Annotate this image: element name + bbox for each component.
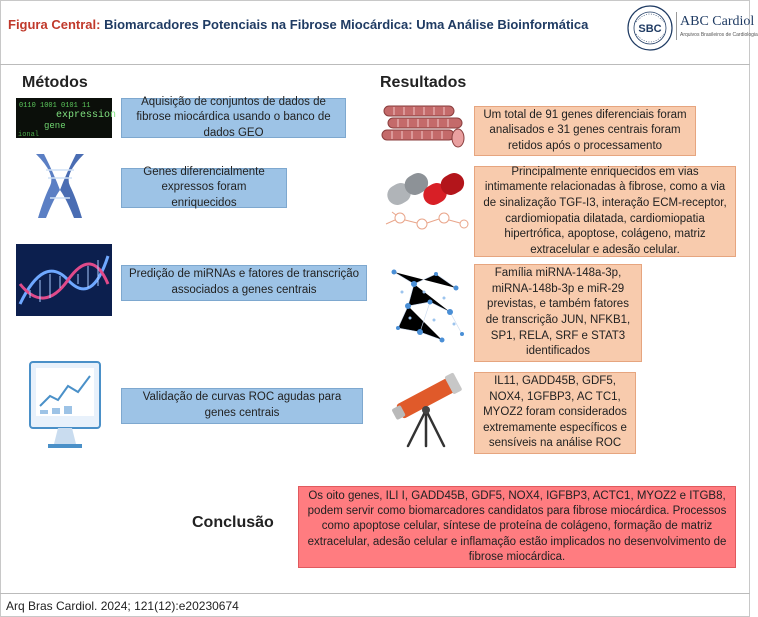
result-box-pathways: Principalmente enriquecidos em vias intimamente relacionadas à fibrose, como a via de sinalização TGF-I3, interação ECM-receptor, cardiomiopatia dilatada, cardiomiopatia hipertrófica, apoptose, colágeno, matriz extracelular e adesão celular. bbox=[474, 166, 736, 257]
methods-heading: Métodos bbox=[22, 74, 88, 91]
result-box-genes: Um total de 91 genes diferenciais foram analisados e 31 genes centrais foram retidos após o processamento bbox=[474, 106, 696, 156]
network-dots-icon bbox=[384, 262, 470, 350]
citation: Arq Bras Cardiol. 2024; 121(12):e20230674 bbox=[6, 599, 239, 613]
code-word-3: ional bbox=[18, 131, 40, 139]
result-box-roc: IL11, GADD45B, GDF5, NOX4, 1GFBP3, AC TC1, MYOZ2 foram considerados extremamente específicos e sensíveis na análise ROC bbox=[474, 372, 636, 454]
result-box-mirna: Família miRNA-148a-3p, miRNA-148b-3p e miR-29 previstas, e também fatores de transcrição JUN, NFKB1, SP1, RELA, SRF e STAT3 identificados bbox=[474, 264, 642, 362]
svg-text:0110 1001 0101 11: 0110 1001 0101 11 bbox=[19, 102, 91, 110]
logo-separator bbox=[676, 12, 677, 40]
telescope-icon bbox=[382, 368, 470, 450]
method-box-deg-enrichment: Genes diferencialmente expressos foram enriquecidos bbox=[121, 168, 287, 208]
sbc-logo-icon bbox=[626, 4, 674, 52]
footer-divider bbox=[0, 593, 750, 594]
chromosome-icon bbox=[30, 150, 90, 222]
code-word-1: expression bbox=[56, 110, 117, 121]
method-box-roc-validation: Validação de curvas ROC agudas para genes centrais bbox=[121, 388, 363, 424]
muscle-fiber-icon bbox=[380, 100, 466, 150]
pill-molecule-icon bbox=[378, 168, 472, 232]
journal-name: ABC Cardiol bbox=[680, 14, 755, 29]
figure-title bbox=[8, 17, 588, 32]
dna-helix-icon bbox=[16, 244, 112, 316]
method-box-data-acquisition: Aquisição de conjuntos de dados de fibrose miocárdica usando o banco de dados GEO bbox=[121, 98, 346, 138]
results-heading: Resultados bbox=[380, 74, 467, 91]
figure-title-text: Biomarcadores Potenciais na Fibrose Miocárdica: Uma Análise Bioinformática bbox=[104, 17, 589, 32]
conclusion-heading: Conclusão bbox=[192, 514, 274, 531]
monitor-chart-icon bbox=[28, 358, 102, 450]
code-word-2: gene bbox=[44, 121, 66, 131]
journal-subtitle: Arquivos Brasileiros de Cardiologia bbox=[680, 32, 758, 38]
method-box-mirna-prediction: Predição de miRNAs e fatores de transcrição associados a genes centrais bbox=[121, 265, 367, 301]
header-divider bbox=[0, 64, 750, 65]
conclusion-box: Os oito genes, ILI I, GADD45B, GDF5, NOX4, IGFBP3, ACTC1, MYOZ2 e ITGB8, podem servir como biomarcadores candidatos para fibrose miocárdica. Processos como apoptose celular, síntese de proteína de colágeno, formação de matriz extracelular, adesão celular e inflamação estão implicados no desenvolvimento de fibrose miocárdica. bbox=[298, 486, 736, 568]
data-code-icon bbox=[16, 98, 117, 139]
sbc-logo-text: SBC bbox=[638, 23, 662, 35]
figure-label: Figura Central: bbox=[8, 17, 101, 32]
